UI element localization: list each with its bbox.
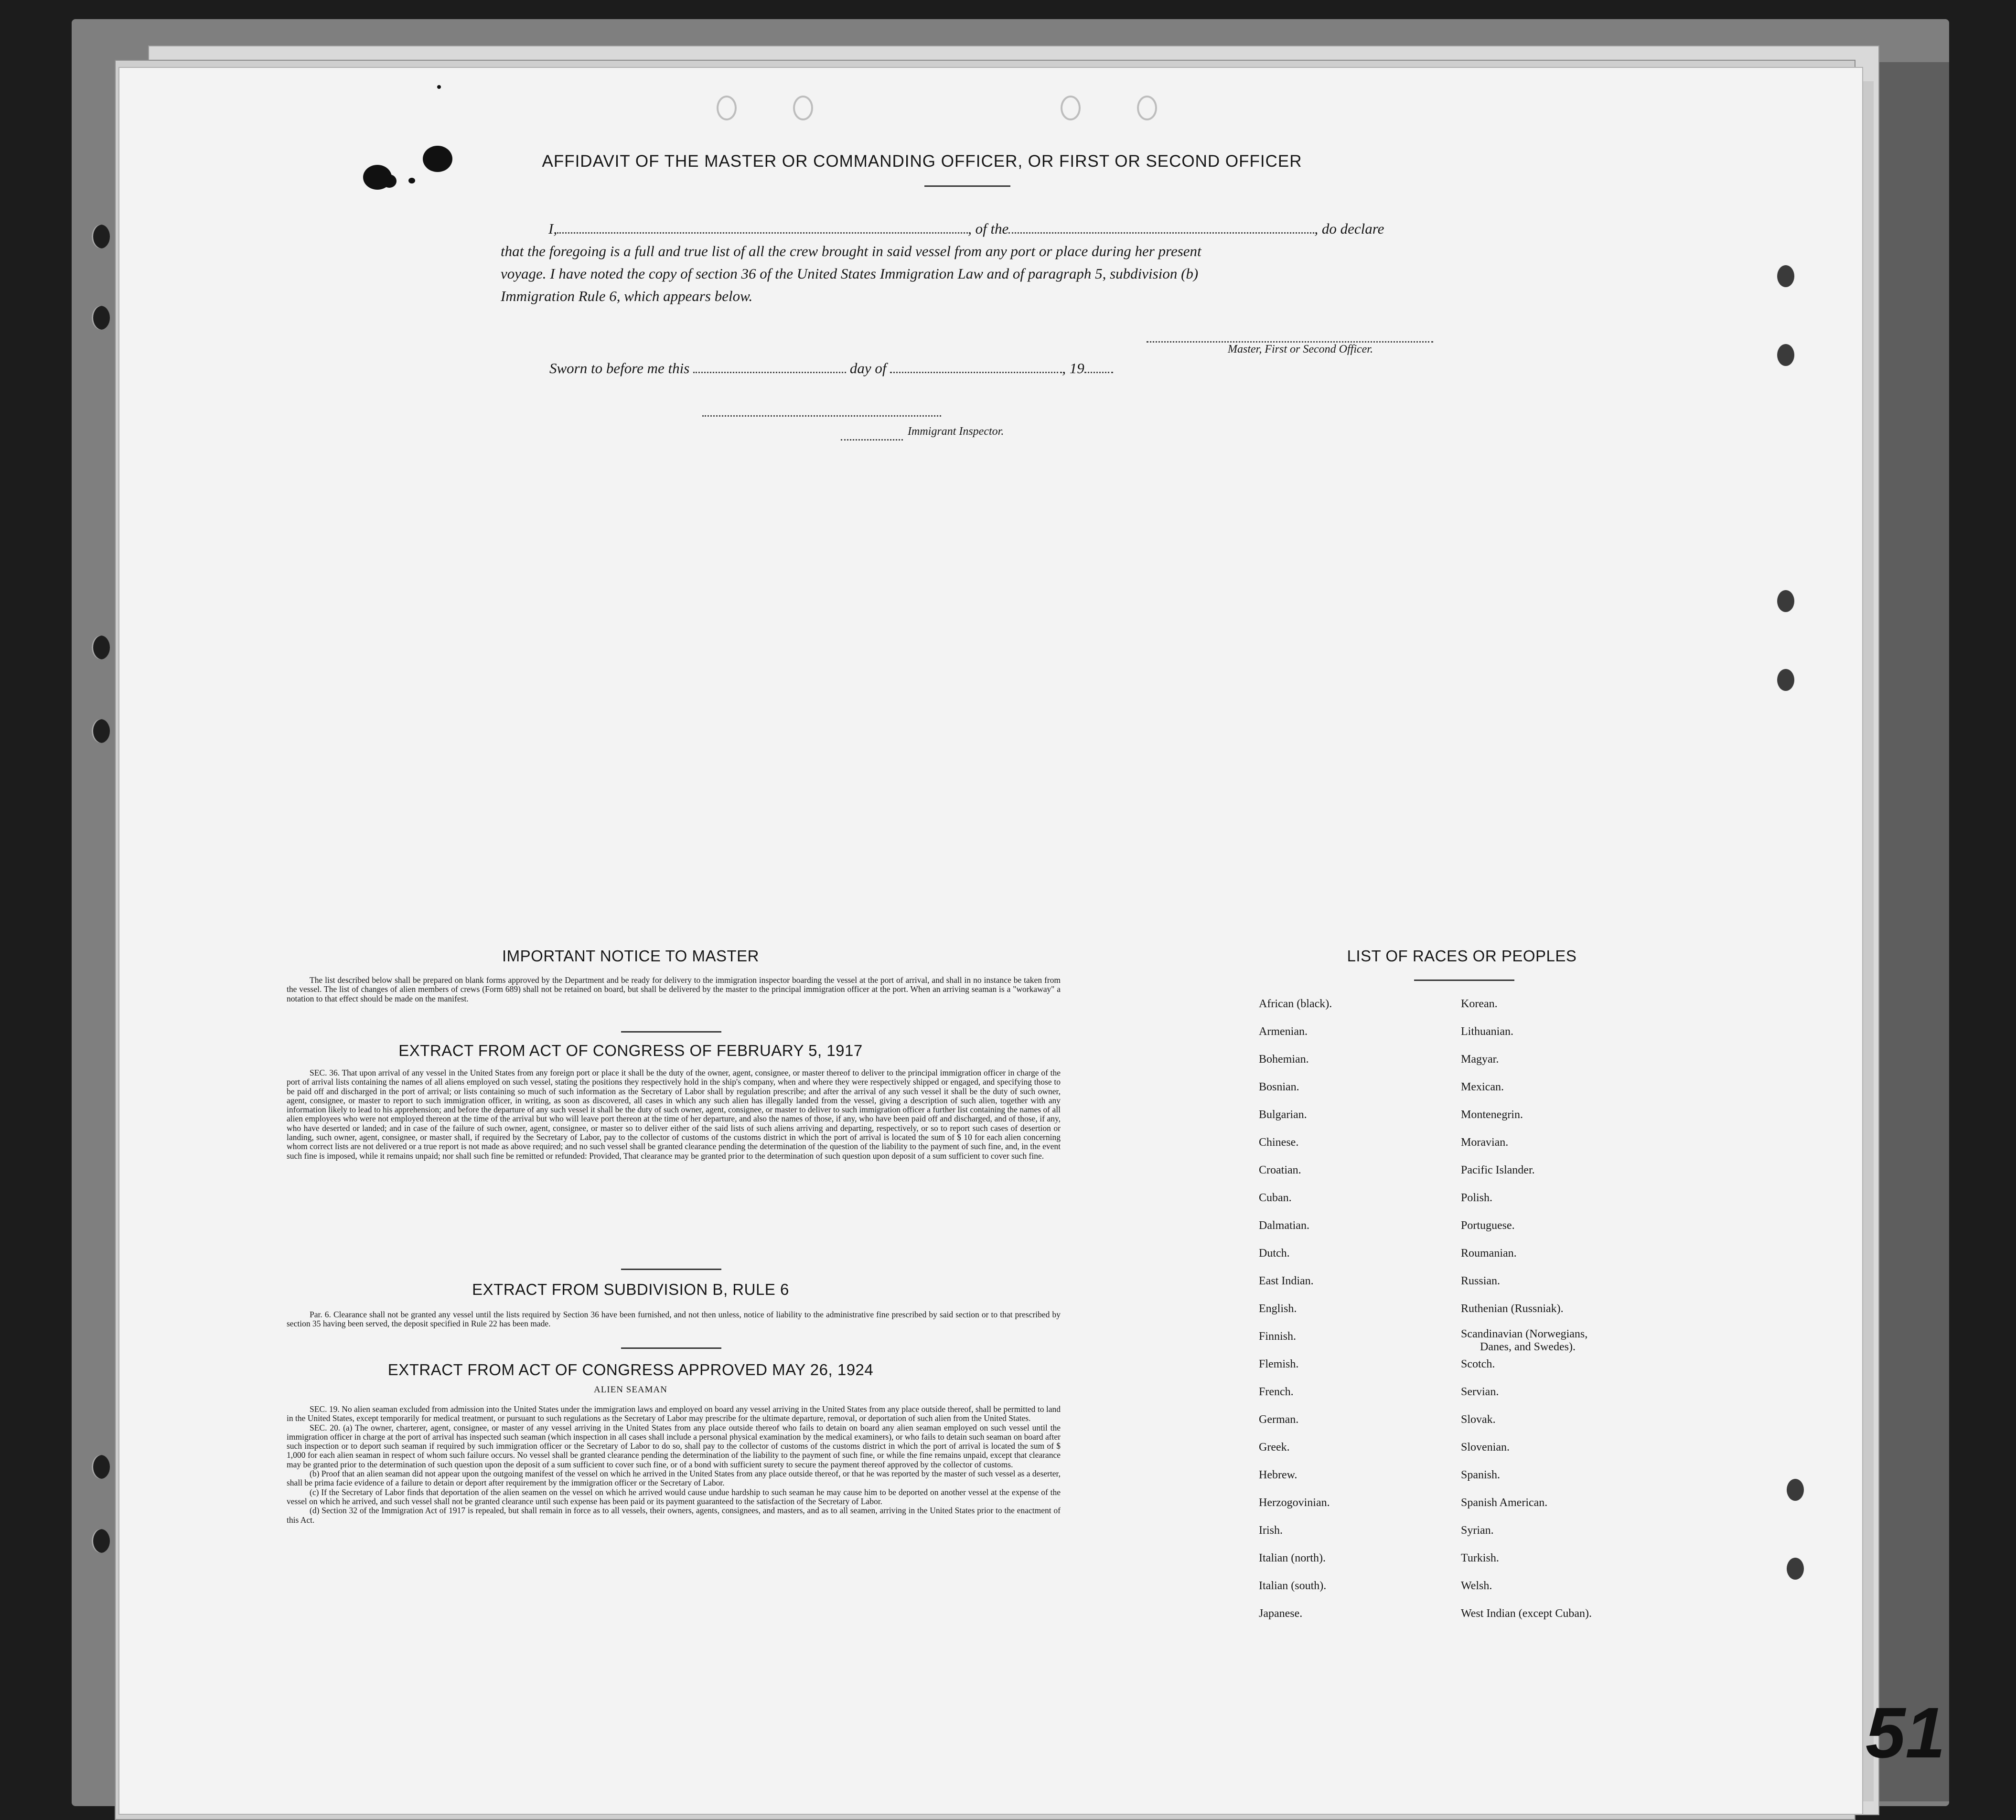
extract-1917-text	[287, 1068, 1061, 1161]
race-item: German.	[1259, 1413, 1299, 1426]
ink-blot-icon	[382, 174, 397, 188]
master-signature-label: Master, First or Second Officer.	[1228, 343, 1373, 355]
race-item: English.	[1259, 1303, 1297, 1315]
race-item: Spanish.	[1461, 1469, 1501, 1481]
race-item: Slovenian.	[1461, 1441, 1510, 1454]
section-rule	[621, 1269, 721, 1270]
race-item: Greek.	[1259, 1441, 1290, 1454]
race-item: Scotch.	[1461, 1358, 1495, 1370]
inspector-signature-blank-2	[841, 428, 903, 441]
binder-hole-icon	[92, 1455, 110, 1479]
race-item: Croatian.	[1259, 1164, 1301, 1176]
race-item: Japanese.	[1259, 1607, 1303, 1620]
race-item: Montenegrin.	[1461, 1109, 1523, 1121]
race-item: Scandinavian (Norwegians,	[1461, 1328, 1588, 1340]
affidavit-line-3: voyage. I have noted the copy of section 36 of the United States Immigration Law and of paragraph 5, subdivision (b)	[501, 265, 1199, 282]
race-item: Welsh.	[1461, 1580, 1492, 1592]
affidavit-declare: , do declare	[1314, 220, 1384, 237]
races-rule	[1414, 980, 1514, 981]
year-text: , 19	[1062, 360, 1084, 377]
race-item: Dalmatian.	[1259, 1219, 1309, 1232]
vessel-blank	[1008, 221, 1314, 234]
extract-1924-text	[287, 1405, 1061, 1525]
extract-1924-title: EXTRACT FROM ACT OF CONGRESS APPROVED MAY 26, 1924	[387, 1361, 874, 1378]
race-item-continuation: Danes, and Swedes).	[1480, 1341, 1576, 1353]
binder-hole-icon	[1777, 344, 1794, 366]
month-blank	[890, 360, 1062, 373]
binder-hole-icon	[1777, 265, 1794, 287]
notice-title: IMPORTANT NOTICE TO MASTER	[502, 947, 759, 965]
binder-hole-icon	[92, 306, 110, 330]
title-rule	[924, 185, 1010, 187]
affidavit-line-2: that the foregoing is a full and true list of all the crew brought in said vessel from any port or place during her present	[501, 243, 1201, 259]
race-item: Dutch.	[1259, 1247, 1290, 1260]
affidavit-of-the: , of the	[968, 220, 1009, 237]
extract-1917-title: EXTRACT FROM ACT OF CONGRESS OF FEBRUARY 5, 1917	[398, 1042, 863, 1059]
hole-outline-icon	[717, 96, 737, 120]
sworn-line	[549, 357, 1218, 379]
affidavit-title: AFFIDAVIT OF THE MASTER OR COMMANDING OFFICER, OR FIRST OR SECOND OFFICER	[542, 152, 1302, 171]
sec-20d-paragraph: (d) Section 32 of the Immigration Act of 1917 is repealed, but shall remain in force as to all vessels, their owners, agents, consignees, and masters, and as to all seamen, arriving in the United States prior to the enactment of this Act.	[287, 1506, 1061, 1525]
hole-outline-icon	[793, 96, 813, 120]
section-rule	[621, 1347, 721, 1349]
race-item: Flemish.	[1259, 1358, 1299, 1370]
year-blank	[1084, 360, 1113, 373]
ink-dot-icon	[437, 85, 441, 89]
race-item: Servian.	[1461, 1386, 1499, 1398]
affidavit-line-1	[501, 217, 1456, 240]
race-item: Finnish.	[1259, 1330, 1297, 1343]
race-item: Russian.	[1461, 1275, 1501, 1287]
sworn-text: Sworn to before me this	[549, 360, 690, 377]
inspector-signature-blank	[702, 404, 941, 417]
binder-hole-icon	[92, 225, 110, 248]
race-item: Roumanian.	[1461, 1247, 1517, 1260]
section-rule	[621, 1031, 721, 1033]
race-item: Irish.	[1259, 1524, 1283, 1537]
affidavit-i: I,	[548, 220, 558, 237]
race-item: Korean.	[1461, 998, 1498, 1010]
sec-19-paragraph: SEC. 19. No alien seaman excluded from admission into the United States under the immigration laws and employed on board any vessel arriving in the United States from any place outside thereof, shall be permitted to land in the United States, except temporarily for medical treatment, or pursuant to such regulations as the Secretary of Labor may prescribe for the ultimate departure, removal, or deportation of such alien from the United States.	[287, 1404, 1061, 1423]
race-item: Mexican.	[1461, 1081, 1504, 1093]
race-item: Cuban.	[1259, 1192, 1292, 1204]
race-item: Italian (south).	[1259, 1580, 1327, 1592]
binder-hole-icon	[1777, 669, 1794, 691]
page-number-handwritten: 51	[1866, 1692, 1945, 1773]
par-6-paragraph: Par. 6. Clearance shall not be granted any vessel until the lists required by Section 36 have been furnished, and not then unless, notice of liability to the administrative fine prescribed by said section or to that prescribed by section 35 having been served, the deposit specified in Rule 22 has been made.	[287, 1310, 1061, 1329]
races-column-2	[1461, 997, 1728, 1635]
race-item: Ruthenian (Russniak).	[1461, 1303, 1564, 1315]
binder-hole-icon	[1787, 1558, 1804, 1580]
race-item: Lithuanian.	[1461, 1025, 1513, 1038]
sec-20b-paragraph: (b) Proof that an alien seaman did not appear upon the outgoing manifest of the vessel on which he arrived in the United States from any place outside thereof, or that he was reported by the master of such vessel as a deserter, shall be prima facie evidence of a failure to detain or deport after requirement by the immigration officer or the Secretary of Labor.	[287, 1469, 1061, 1488]
race-item: Bulgarian.	[1259, 1109, 1307, 1121]
ink-blot-icon	[408, 178, 415, 183]
race-item: Portuguese.	[1461, 1219, 1515, 1232]
rule-6-text	[287, 1310, 1061, 1329]
binder-hole-icon	[1777, 590, 1794, 612]
race-item: Turkish.	[1461, 1552, 1499, 1564]
sec-36-paragraph: SEC. 36. That upon arrival of any vessel in the United States from any foreign port or place it shall be the duty of the owner, agent, consignee, or master thereof to deliver to the principal immigration officer in charge of the port of arrival lists containing the names of all aliens employed on such vessel, stating the positions they respectively hold in the ship's company, when and where they were respectively shipped or engaged, and specifying those to be paid off and discharged in the port of arrival; or lists containing so much of such information as the Secretary of Labor shall by regulation prescribe; and after the arrival of any such vessel it shall be the duty of such owner, agent, consignee, or master to report to such immigration officer, in writing, as soon as discovered, all cases in which any such alien has illegally landed from the vessel, giving a description of such alien, together with any information likely to lead to his apprehension; and before the departure of any such vessel it shall be the duty of such owner, agent, consignee, or master to deliver to such immigration officer a further list containing the names of all alien employees who were not employed thereon at the time of the arrival but who will leave port thereon at the time of her departure, and also the names of those, if any, who have been paid off and discharged, and of those, if any, who have deserted or landed; and in case of the failure of such owner, agent, consignee, or master so to deliver either of the said lists of such aliens arriving and departing, respectively, or so to report such cases of desertion or landing, such owner, agent, consignee, or master shall, if required by the Secretary of Labor, pay to the collector of customs of the customs district in which the port of arrival is located the sum of $ 10 for each alien concerning whom correct lists are not delivered or a true report is not made as above required; and no such vessel shall be granted clearance pending the determination of the question of the liability to the payment of such fine, and, in the event such fine is imposed, while it remains unpaid; nor shall such fine be remitted or refunded: Provided, That clearance may be granted prior to the determination of such question upon deposit of a sum sufficient to cover such fine.	[287, 1068, 1061, 1161]
races-title: LIST OF RACES OR PEOPLES	[1347, 947, 1577, 965]
race-item: Bosnian.	[1259, 1081, 1299, 1093]
master-signature-blank	[1147, 330, 1433, 343]
sec-20a-paragraph: SEC. 20. (a) The owner, charterer, agent, consignee, or master of any vessel arriving in the United States from any place outside thereof who fails to detain on board any alien seaman employed on such vessel until the immigration officer in charge at the port of arrival has inspected such seaman (which inspection in all cases shall include a personal physical examination by the medical examiners), or who fails to detain such seaman on board after such inspection or to deport such seaman if required by such immigration officer or the Secretary of Labor to do so, shall pay to the collector of customs of the customs district in which the port of arrival is located the sum of $ 1,000 for each alien seaman in respect of whom such failure occurs. No vessel shall be granted clearance pending the determination of the liability to the payment of such fine, or while the fine remains unpaid, except that clearance may be granted prior to the determination of such question upon the deposit of a sum sufficient to cover such fine, or of a bond with sufficient surety to secure the payment thereof approved by the collector of customs.	[287, 1422, 1061, 1469]
binder-hole-icon	[92, 719, 110, 743]
race-item: Magyar.	[1461, 1053, 1499, 1066]
binder-edge	[1873, 62, 1949, 1801]
race-item: Pacific Islander.	[1461, 1164, 1535, 1176]
race-item: Armenian.	[1259, 1025, 1308, 1038]
notice-paragraph: The list described below shall be prepared on blank forms approved by the Department and be ready for delivery to the immigration inspector boarding the vessel at the port of arrival, and shall in no instance be taken from the vessel. The list of changes of alien members of crews (Form 689) shall not be retained on board, but shall be delivered by the master to the principal immigration officer at the port. When an arriving seaman is a "workaway" a notation to that effect should be made on the manifest.	[287, 975, 1061, 1003]
rule-6-title: EXTRACT FROM SUBDIVISION B, RULE 6	[472, 1281, 789, 1298]
race-item: West Indian (except Cuban).	[1461, 1607, 1592, 1620]
race-item: Slovak.	[1461, 1413, 1496, 1426]
race-item: French.	[1259, 1386, 1294, 1398]
race-item: African (black).	[1259, 998, 1332, 1010]
race-item: Spanish American.	[1461, 1497, 1548, 1509]
race-item: Hebrew.	[1259, 1469, 1298, 1481]
race-item-two-line	[1461, 1330, 1728, 1357]
race-item: Herzogovinian.	[1259, 1497, 1330, 1509]
inspector-signature-label: Immigrant Inspector.	[908, 425, 1004, 438]
race-item: Italian (north).	[1259, 1552, 1326, 1564]
name-blank	[557, 221, 968, 234]
race-item: East Indian.	[1259, 1275, 1314, 1287]
race-item: Bohemian.	[1259, 1053, 1309, 1066]
race-item: Moravian.	[1461, 1136, 1509, 1149]
binder-hole-icon	[92, 635, 110, 659]
binder-hole-icon	[92, 1529, 110, 1553]
binder-hole-icon	[1787, 1479, 1804, 1501]
races-column-1	[1259, 997, 1459, 1635]
hole-outline-icon	[1061, 96, 1081, 120]
race-item: Polish.	[1461, 1192, 1493, 1204]
notice-text	[287, 976, 1061, 1003]
extract-1924-subtitle: ALIEN SEAMAN	[594, 1385, 667, 1395]
sworn-day-blank	[693, 360, 846, 373]
race-item: Syrian.	[1461, 1524, 1494, 1537]
affidavit-line-4: Immigration Rule 6, which appears below.	[501, 288, 753, 304]
race-item: Chinese.	[1259, 1136, 1299, 1149]
day-of-text: day of	[849, 360, 887, 377]
sec-20c-paragraph: (c) If the Secretary of Labor finds that deportation of the alien seamen on the vessel on which he arrived would cause undue hardship to such seaman he may cause him to be deported on another vessel at the expense of the vessel on which he arrived, and such vessel shall not be granted clearance until such expense has been paid or its payment guaranteed to the satisfaction of the Secretary of Labor.	[287, 1487, 1061, 1506]
hole-outline-icon	[1137, 96, 1157, 120]
